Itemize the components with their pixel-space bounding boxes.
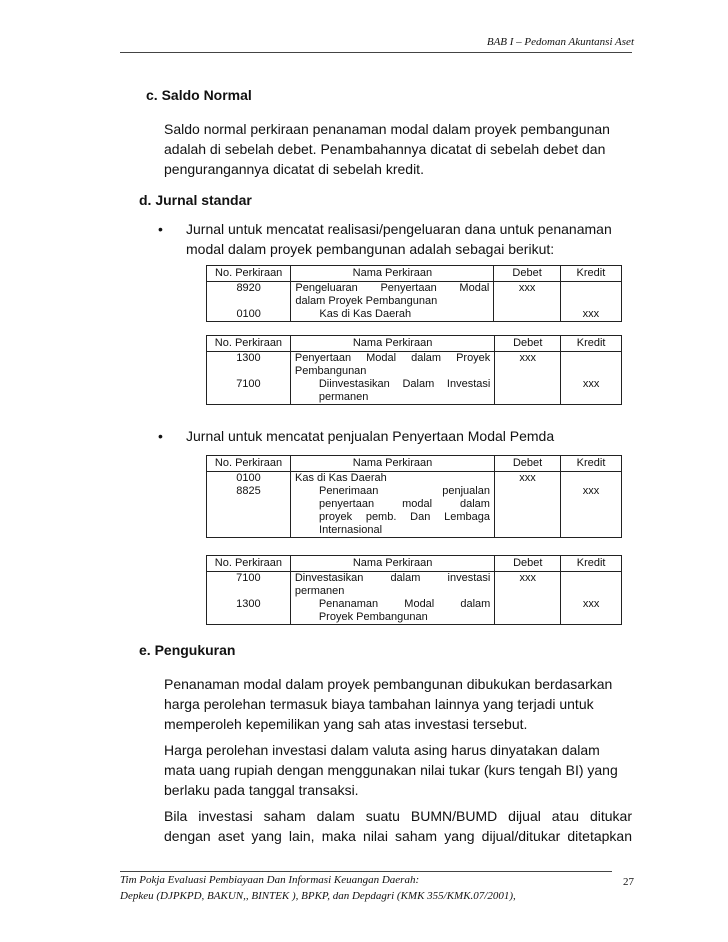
table-row-continuation: [207, 585, 622, 598]
column-header-kredit: Kredit: [561, 456, 622, 472]
kredit-amount: xxx: [561, 485, 622, 498]
kredit-amount: [561, 472, 622, 486]
table-row: [207, 572, 622, 586]
account-name: proyek pemb. Dan Lembaga: [291, 511, 495, 524]
table-row-continuation: [207, 498, 622, 511]
debet-amount: [495, 598, 561, 611]
journal-table-2: [206, 335, 622, 405]
table-header-row: [207, 336, 622, 352]
account-name: Diinvestasikan Dalam Investasi: [290, 378, 494, 391]
section-e-paragraph: [164, 740, 632, 800]
column-header-no: No. Perkiraan: [207, 556, 291, 572]
account-name: Internasional: [291, 524, 495, 538]
section-e-heading: e. Pengukuran: [139, 642, 236, 658]
table-row-continuation: [207, 611, 622, 625]
table-header-row: [207, 556, 622, 572]
text-line: mata uang rupiah dengan menggunakan nilai tukar (kurs tengah BI) yang: [164, 762, 618, 778]
account-name: penyertaan modal dalam: [291, 498, 495, 511]
table-header-row: [207, 456, 622, 472]
bullet-dot-icon: •: [158, 428, 163, 444]
text-line: Penanaman modal dalam proyek pembangunan dibukukan berdasarkan: [164, 676, 613, 692]
debet-amount: xxx: [495, 352, 561, 366]
account-name: Kas di Kas Daerah: [291, 308, 494, 322]
account-name: permanen: [290, 391, 494, 405]
debet-amount: [494, 308, 560, 322]
table-row-continuation: [207, 524, 622, 538]
text-line: Bila investasi saham dalam suatu BUMN/BUMD dijual atau ditukar: [164, 808, 632, 824]
page-number: 27: [623, 876, 634, 888]
column-header-no: No. Perkiraan: [207, 336, 291, 352]
footer-line: Depkeu (DJPKPD, BAKUN,, BINTEK ), BPKP, dan Depdagri (KMK 355/KMK.07/2001),: [120, 890, 516, 902]
account-number: 7100: [207, 378, 291, 391]
table-row-continuation: [207, 511, 622, 524]
text-line: Saldo normal perkiraan penanaman modal dalam proyek pembangunan: [164, 121, 610, 137]
column-header-debet: Debet: [495, 336, 561, 352]
account-number: 8920: [207, 282, 291, 296]
account-name: dalam Proyek Pembangunan: [291, 295, 494, 308]
text-line: dengan aset yang lain, maka nilai saham yang dijual/ditukar ditetapkan: [164, 828, 632, 844]
column-header-no: No. Perkiraan: [207, 456, 291, 472]
debet-amount: xxx: [494, 282, 560, 296]
account-number: 0100: [207, 308, 291, 322]
text-line: Harga perolehan investasi dalam valuta asing harus dinyatakan dalam: [164, 742, 600, 758]
kredit-amount: xxx: [561, 378, 622, 391]
section-c-paragraph: [164, 119, 632, 179]
text-line: pengurangannya dicatat di sebelah kredit.: [164, 161, 424, 177]
account-name: Penerimaan penjualan: [291, 485, 495, 498]
bullet-item: [158, 426, 632, 446]
debet-amount: [495, 378, 561, 391]
header-rule: [120, 52, 632, 53]
bullet-text: [186, 219, 632, 259]
column-header-name: Nama Perkiraan: [290, 336, 494, 352]
column-header-debet: Debet: [494, 456, 560, 472]
journal-table-3: [206, 455, 622, 538]
running-header: BAB I – Pedoman Akuntansi Aset: [486, 36, 634, 48]
kredit-amount: xxx: [561, 598, 622, 611]
table-header-row: [207, 266, 622, 282]
column-header-kredit: Kredit: [560, 266, 621, 282]
account-number: 7100: [207, 572, 291, 586]
debet-amount: xxx: [495, 572, 561, 586]
account-name: Pengeluaran Penyertaan Modal: [291, 282, 494, 296]
journal-table-4: [206, 555, 622, 625]
bullet-text: Jurnal untuk mencatat penjualan Penyertaan Modal Pemda: [186, 428, 555, 444]
footer-rule: [120, 871, 612, 872]
table-row: [207, 308, 622, 322]
section-c-heading: c. Saldo Normal: [146, 87, 252, 103]
column-header-no: No. Perkiraan: [207, 266, 291, 282]
account-name: Penanaman Modal dalam: [290, 598, 494, 611]
table-row-continuation: [207, 365, 622, 378]
text-line: Jurnal untuk mencatat realisasi/pengeluaran dana untuk penanaman: [186, 221, 612, 237]
table-row-continuation: [207, 295, 622, 308]
bullet-dot-icon: •: [158, 221, 163, 237]
column-header-kredit: Kredit: [561, 556, 622, 572]
text-line: adalah di sebelah debet. Penambahannya dicatat di sebelah debet dan: [164, 141, 606, 157]
kredit-amount: [561, 572, 622, 586]
account-name: Pembangunan: [290, 365, 494, 378]
account-name: permanen: [290, 585, 494, 598]
section-e-paragraph: [164, 674, 632, 734]
kredit-amount: [560, 282, 621, 296]
footer-line: Tim Pokja Evaluasi Pembiayaan Dan Informasi Keuangan Daerah:: [120, 874, 420, 886]
account-name: Dinvestasikan dalam investasi: [290, 572, 494, 586]
table-row-continuation: [207, 391, 622, 405]
column-header-name: Nama Perkiraan: [291, 266, 494, 282]
column-header-debet: Debet: [494, 266, 560, 282]
column-header-kredit: Kredit: [561, 336, 622, 352]
table-row: [207, 378, 622, 391]
bullet-item: [158, 219, 632, 261]
kredit-amount: xxx: [560, 308, 621, 322]
text-line: harga perolehan termasuk biaya tambahan lainnya yang terjadi untuk: [164, 696, 594, 712]
table-row: [207, 598, 622, 611]
table-row: [207, 472, 622, 486]
account-number: 1300: [207, 352, 291, 366]
column-header-name: Nama Perkiraan: [290, 556, 494, 572]
text-line: berlaku pada tanggal transaksi.: [164, 782, 359, 798]
column-header-debet: Debet: [495, 556, 561, 572]
kredit-amount: [561, 352, 622, 366]
account-number: 8825: [207, 485, 291, 498]
account-number: 1300: [207, 598, 291, 611]
table-row: [207, 282, 622, 296]
account-name: Penyertaan Modal dalam Proyek: [290, 352, 494, 366]
account-number: 0100: [207, 472, 291, 486]
debet-amount: xxx: [494, 472, 560, 486]
section-e-paragraph: [164, 806, 632, 846]
account-name: Proyek Pembangunan: [290, 611, 494, 625]
table-row: [207, 485, 622, 498]
column-header-name: Nama Perkiraan: [291, 456, 495, 472]
account-name: Kas di Kas Daerah: [291, 472, 495, 486]
journal-table-1: [206, 265, 622, 322]
text-line: memperoleh kepemilikan yang sah atas investasi tersebut.: [164, 716, 528, 732]
table-row: [207, 352, 622, 366]
debet-amount: [494, 485, 560, 498]
text-line: modal dalam proyek pembangunan adalah sebagai berikut:: [186, 241, 555, 257]
section-d-heading: d. Jurnal standar: [139, 192, 252, 208]
